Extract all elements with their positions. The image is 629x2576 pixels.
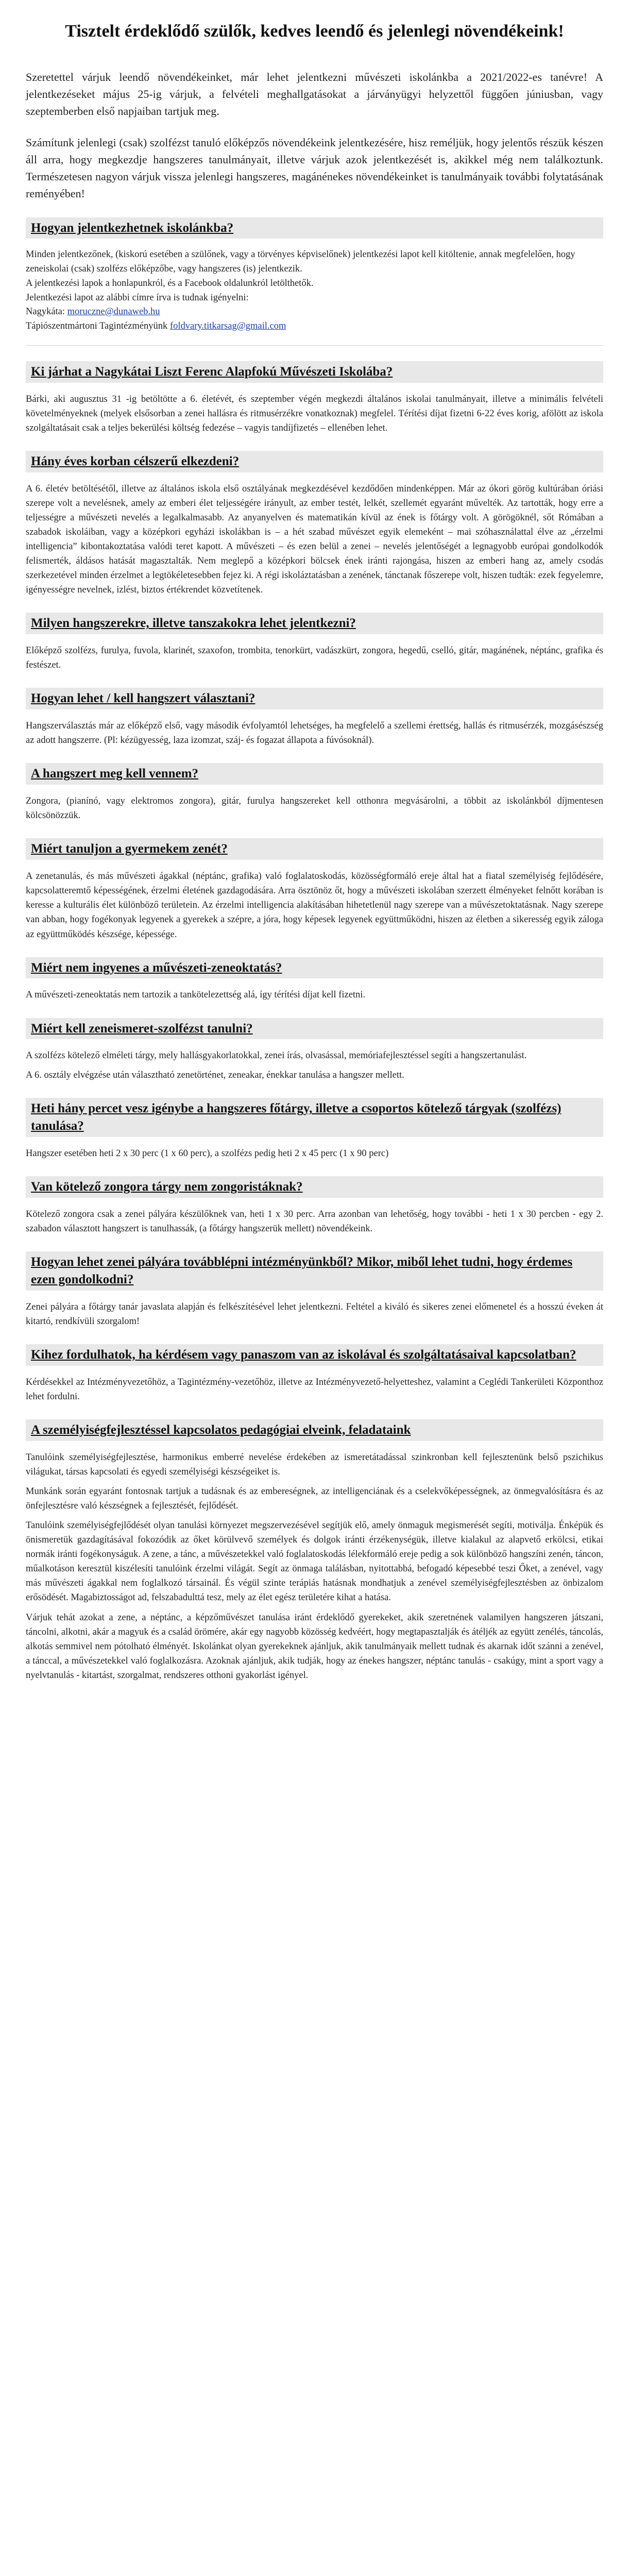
faq-section [26, 1098, 603, 1161]
section-paragraph: A szolfézs kötelező elméleti tárgy, mely hallásgyakorlatokkal, zenei írás, olvasással, memóriafejlesztéssel segíti a hangszertanulást. [26, 1050, 527, 1061]
faq-section [26, 957, 603, 1003]
divider [26, 345, 603, 346]
section-heading: Kihez fordulhatok, ha kérdésem vagy panaszom van az iskolával és szolgáltatásaival kapcsolatban? [26, 1344, 603, 1366]
page-title: Tisztelt érdeklődő szülők, kedves leendő és jelenlegi növendékeink! [65, 22, 564, 41]
section-heading: A személyiségfejlesztéssel kapcsolatos pedagógiai elveink, feladataink [26, 1419, 603, 1441]
contact-line: Minden jelentkezőnek, (kiskorú esetében a szülőnek, vagy a törvényes képviselőnek) jelentkezési lapot kell kitöltenie, annak megfelelően, hogy zeneiskolai (csak) szolfézs előképzőbe, vagy hangszeres (is) jelentkezik. [26, 249, 575, 274]
section-heading: A hangszert meg kell vennem? [26, 763, 603, 785]
section-body [26, 1048, 603, 1082]
faq-section [26, 1419, 603, 1683]
section-paragraph: A 6. osztály elvégzése után választható zenetörténet, zeneakar, énekkar tanulása a hangszer mellett. [26, 1070, 404, 1081]
section-paragraph: Kötelező zongora csak a zenei pályára készülőknek van, heti 1 x 30 perc. Arra azonban van lehetőség, hogy további - heti 1 x 30 percben - egy 2. szabadon választott hangszert is tanulhassák, (a főtárgy hangszerük mellett) növendékeink. [26, 1209, 603, 1234]
section-heading: Hogyan lehet zenei pályára továbblépni intézményünkből? Mikor, miből lehet tudni, hogy érdemes ezen gondolkodni? [26, 1251, 603, 1291]
faq-section [26, 838, 603, 941]
faq-section [26, 1176, 603, 1236]
intro [26, 69, 603, 202]
contact-info [26, 248, 603, 334]
section-heading: Hány éves korban célszerű elkezdeni? [26, 451, 603, 472]
section-body [26, 1207, 603, 1236]
section-body [26, 869, 603, 942]
faq-section [26, 361, 603, 435]
section-heading: Van kötelező zongora tárgy nem zongoristáknak? [26, 1176, 603, 1198]
faq-section [26, 1251, 603, 1329]
intro-paragraph: Számítunk jelenlegi (csak) szolfézst tanuló előképzős növendékeink jelentkezésére, hisz reméljük, hogy jelentős részük készen áll arra, hogy megkezdje hangszeres tanulmányait, illetve várjuk azok jelentkezését is, akikkel még nem találkoztunk. Természetesen nagyon várjuk vissza jelenlegi hangszeres, magánénekes növendékeinket is tanulmányaik további folytatásának reményében! [26, 135, 603, 200]
section-heading: Hogyan jelentkezhetnek iskolánkba? [26, 217, 603, 239]
section-heading: Miért kell zeneismeret-szolfézst tanulni? [26, 1018, 603, 1040]
contact-line: Jelentkezési lapot az alábbi címre írva is tudnak igényelni: [26, 292, 249, 303]
faq-section [26, 613, 603, 672]
section-paragraph: Tanulóink személyiségfejlesztése, harmonikus emberré nevelése érdekében az ismeretátadással szinkronban kell fejlesztenünk belső pszichikus világukat, társas kapcsolati és egyedi személyiségi készségeiket is. [26, 1452, 603, 1477]
faq-section [26, 688, 603, 748]
section-paragraph: Várjuk tehát azokat a zene, a néptánc, a képzőművészet tanulása iránt érdeklődő gyerekeket, akik szeretnének valamilyen hangszeren játszani, táncolni, alkotni, akár a magyuk és a család örömére, akár egy nagyobb közösség kedvéért, hogy megtapasztalják és átéljék az együtt zenélés, táncolás, alkotás semmivel nem pótolható élményét. Iskolánkat olyan gyerekeknek ajánljuk, akik tanulmányaik mellett tudnak és akarnak időt szánni a zenével, a tánccal, a művészetekkel való foglalkozásra. Azoknak ajánljuk, akik tudják, hogy az énekes hangszer, néptánc tanulás - csakúgy, mint a sport vagy a nyelvtanulás - kitartást, szorgalmat, rendszeres otthoni gyakorlást igényel. [26, 1612, 603, 1681]
section-paragraph: Tanulóink személyiségfejlődését olyan tanulási környezet megszervezésével segítjük elő, amely önmaguk megismerését segíti, motiválja. Énképük és önismeretük gazdagításával fokozódik az őket körülvevő személyek és dolgok iránti érzékenységük, illetve kialakul az alapvető erkölcsi, etikai normák iránti fogékonyságuk. A zene, a tánc, a művészetekkel való foglalatoskodás lélekformáló ereje pedig a sok különböző hangszíni zenén, táncon, műalkotáson keresztül kiszélesíti tanulóink érzelmi világát. Segít az önmaga találásban, nyitottabbá, befogadó képesebbé teszi Őket, a zenével, vagy más művészeti ágakkal nem foglalkozó társainál. És végül szinte terápiás hatásnak mondhatjuk a zenével személyiségfejlesztésben az önbizalom erősödését. Magabiztosságot ad, felszabadulttá tesz, mely az élet egész területére kihat a hatása. [26, 1520, 603, 1603]
section-heading: Milyen hangszerekre, illetve tanszakokra lehet jelentkezni? [26, 613, 603, 634]
faq-section [26, 1344, 603, 1404]
contact-tapio [26, 319, 603, 334]
intro-paragraph: Szeretettel várjuk leendő növendékeinket, már lehet jelentkezni művészeti iskolánkba a 2021/2022-es tanévre! A jelentkezéseket május 25-ig várjuk, a felvételi meghallgatásokat a járványügyi helyzettől függően júniusban, vagy szeptemberben első napjaiban tartjuk meg. [26, 70, 603, 117]
section-paragraph: Kérdésekkel az Intézményvezetőhöz, a Tagintézmény-vezetőhöz, illetve az Intézményvezető-helyetteshez, valamint a Ceglédi Tankerületi Központhoz lehet fordulni. [26, 1377, 603, 1402]
section-paragraph: A zenetanulás, és más művészeti ágakkal (néptánc, grafika) való foglalatoskodás, közösségformáló ereje által hat a fiatal személyiség fejlődésére, kapcsolatteremtő képességének, érzelmi életének gazdagodására. Arra ösztönöz őt, hogy a művészeti iskolában szerzett élményeket felnőtt korában is keresse a kulturális élet különböző területein. Az érzelmi intelligencia alakításában hihetetlenül nagy szerepe van a művészetoktatásnak. Nagy szerepe van abban, hogy fogékonyak legyenek a gyerekek a szépre, a jóra, hogy képesek legyenek együttműködni, hiszen az életben a sikeresség egyik záloga az együttműködés készsége, képessége. [26, 871, 603, 940]
section-heading: Heti hány percet vesz igénybe a hangszeres főtárgy, illetve a csoportos kötelező tárgyak (szolfézs) tanulása? [26, 1098, 603, 1137]
section-heading: Miért nem ingyenes a művészeti-zeneoktatás? [26, 957, 603, 979]
section-contact [26, 217, 603, 334]
faq-section [26, 763, 603, 823]
email-link-nagykata[interactable]: moruczne@dunaweb.hu [67, 307, 160, 317]
section-body [26, 1450, 603, 1683]
section-body [26, 1146, 603, 1161]
section-body [26, 988, 603, 1002]
contact-nagykata [26, 305, 603, 319]
contact-label: Nagykáta: [26, 307, 65, 317]
section-paragraph: Munkánk során egyaránt fontosnak tartjuk a tudásnak és az embereségnek, az intelligenciának és a cselekvőképességnek, az önmegvalósításra és az önfejlesztésre való készségnek a fejlesztését, fejlődését. [26, 1486, 603, 1511]
section-body [26, 643, 603, 672]
section-paragraph: Bárki, aki augusztus 31 -ig betöltötte a 6. életévét, és szeptember végén megkezdi általános iskolai tanulmányait, illetve a minimális felvételi követelményeknek (melyek elsősorban a zenei hallásra és ritmusérzékre vonatkoznak) megfelel. Térítési díjat fizetni 6-22 éves korig, afölött az iskola szolgáltatásait csak a teljes bekerülési költség fedezése – vagyis tandíjfizetés – ellenében lehet. [26, 394, 603, 433]
faq-section [26, 451, 603, 598]
section-body [26, 794, 603, 823]
section-paragraph: Hangszerválasztás már az előképző első, vagy második évfolyamtól lehetséges, ha megfelelő a szellemi érettség, hallás és ritmusérzék, mozgásészség az adott hangszerre. (Pl: kézügyesség, laza izomzat, száj- és fogazat állapota a fúvósoknál). [26, 721, 603, 746]
contact-label: Tápiószentmártoni Tagintézményünk [26, 321, 168, 331]
section-paragraph: A művészeti-zeneoktatás nem tartozik a tankötelezettség alá, így térítési díjat kell fizetni. [26, 990, 366, 1001]
section-body [26, 1375, 603, 1404]
section-paragraph: Zenei pályára a főtárgy tanár javaslata alapján és felkészítésével lehet jelentkezni. Feltétel a kiváló és sikeres zenei előmenetel és a hosszú éveken át kitartó, rendkívüli szorgalom! [26, 1301, 603, 1327]
section-body [26, 1300, 603, 1329]
section-body [26, 392, 603, 435]
section-paragraph: Zongora, (pianínó, vagy elektromos zongora), gitár, furulya hangszereket kell otthonra megvásárolni, a többit az iskolánkból díjmentesen kölcsönözzük. [26, 796, 603, 821]
email-link-tapio[interactable]: foldvary.titkarsag@gmail.com [169, 321, 286, 331]
contact-line: A jelentkezési lapok a honlapunkról, és a Facebook oldalunkról letölthetők. [26, 278, 314, 289]
section-paragraph: Hangszer esetében heti 2 x 30 perc (1 x 60 perc), a szolfézs pedig heti 2 x 45 perc (1 x 90 perc) [26, 1148, 389, 1159]
faq-section [26, 1018, 603, 1083]
section-paragraph: Előképző szolfézs, furulya, fuvola, klarinét, szaxofon, trombita, tenorkürt, vadászkürt, zongora, hegedű, cselló, gitár, magánének, néptánc, grafika és festészet. [26, 646, 603, 671]
section-body [26, 719, 603, 748]
section-heading: Ki járhat a Nagykátai Liszt Ferenc Alapfokú Művészeti Iskolába? [26, 361, 603, 383]
faq-sections [26, 361, 603, 1683]
section-heading: Hogyan lehet / kell hangszert választani? [26, 688, 603, 709]
section-body [26, 482, 603, 598]
section-paragraph: A 6. életév betöltésétől, illetve az általános iskola első osztályának megkezdésével kezdődően mindenképpen. Már az ókori görög kultúrában óriási szerepe volt a nevelésnek, amely az emberi élet teljességére irányult, az ember testét, lelkét, szellemét egyaránt művelték. Az tartották, hogy erre a teljességre a művészeti nevelés a legalkalmasabb. Az anyanyelven és matematikán kívül az ének is főtárgy volt. A görögöknél, sőt Rómában a szabadok iskoláiban, vagy a középkori egyházi iskolákban is – a hét szabad művészet egyik elemeként – mai szóhasználattal élve az „érzelmi intelligencia” kibontakoztatása valódi teret kapott. A művészeti – és ezen belül a zenei – nevelés jelentőségét a legnagyobb európai gondolkodók felismerték, áldásos hatását magasztalták. Nem meglepő a középkori bölcsek ének iránti rajongása, hiszen az emberi hang az, amely csodás szerkezetével minden érzelmet a legtökéletesebben fejez ki. A régi iskoláztatásban a zenének, tánctanak főszerepe volt, hiszen tudták: ezek fegyelemre, igényességre nevelnek, izlést, biztos értékrendet közvetítenek. [26, 483, 603, 596]
section-heading: Miért tanuljon a gyermekem zenét? [26, 838, 603, 860]
